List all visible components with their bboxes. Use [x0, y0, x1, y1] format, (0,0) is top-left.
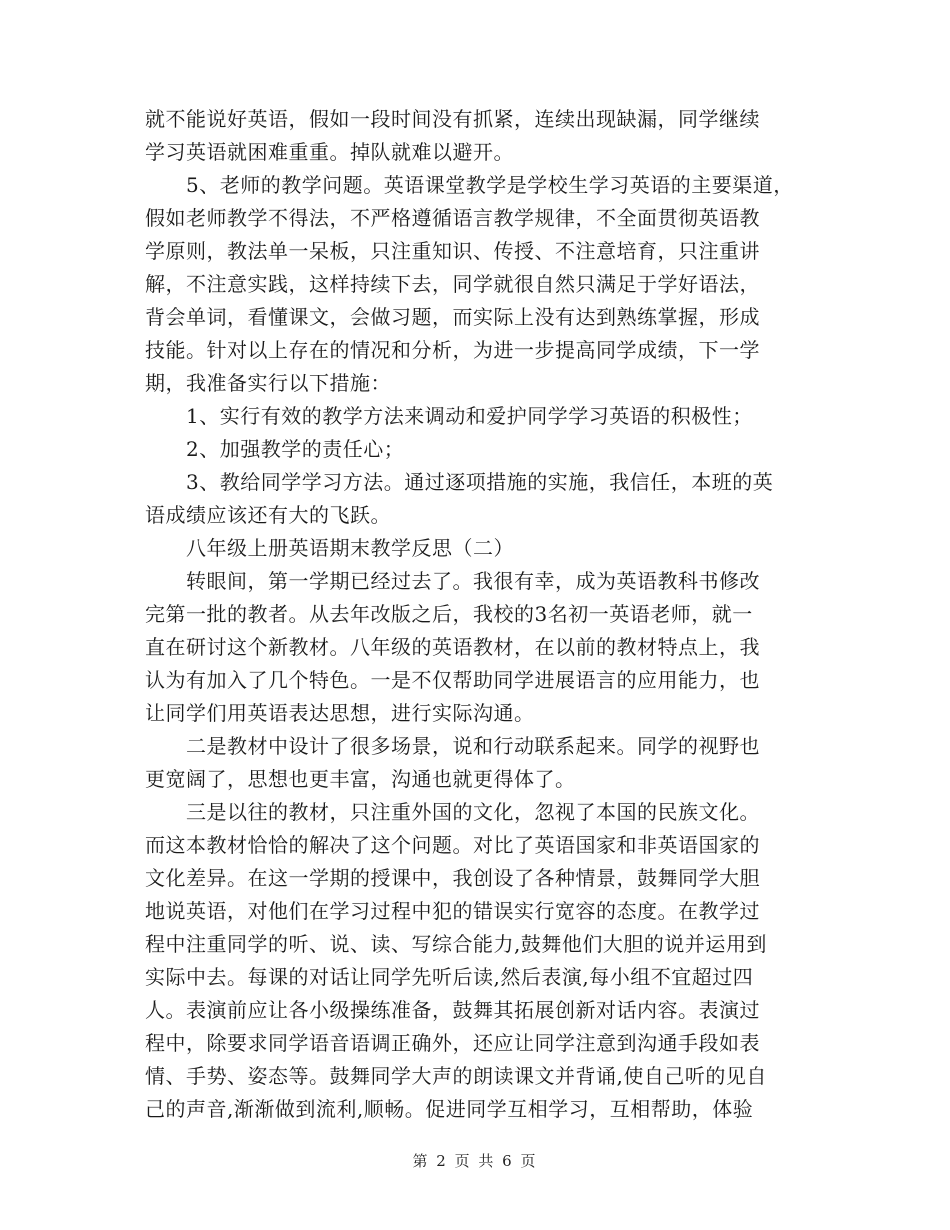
text-line: 程中，除要求同学语音语调正确外，还应让同学注意到沟通手段如表	[145, 1031, 760, 1055]
text-line: 情、手势、姿态等。鼓舞同学大声的朗读课文并背诵,使自己听的见自	[145, 1064, 767, 1088]
text-line: 地说英语，对他们在学习过程中犯的错误实行宽容的态度。在教学过	[145, 899, 760, 923]
text-line: 直在研讨这个新教材。八年级的英语教材，在以前的教材特点上，我	[145, 635, 760, 659]
text-line: 人。表演前应让各小级操练准备，鼓舞其拓展创新对话内容。表演过	[145, 998, 760, 1022]
text-line: 更宽阔了，思想也更丰富，沟通也就更得体了。	[145, 767, 576, 791]
text-line: 语成绩应该还有大的飞跃。	[145, 503, 391, 527]
text-line: 三是以往的教材，只注重外国的文化，忽视了本国的民族文化。	[186, 800, 760, 824]
text-line: 二是教材中设计了很多场景，说和行动联系起来。同学的视野也	[186, 734, 760, 758]
page-number-label: 第 2 页 共 6 页	[412, 1152, 538, 1170]
text-line: 让同学们用英语表达思想，进行实际沟通。	[145, 701, 535, 725]
text-line: 文化差异。在这一学期的授课中，我创设了各种情景，鼓舞同学大胆	[145, 866, 760, 890]
text-line: 5、老师的教学问题。英语课堂教学是学校生学习英语的主要渠道，	[186, 173, 794, 197]
text-line: 期，我准备实行以下措施：	[145, 371, 391, 395]
text-line: 程中注重同学的听、说、读、写综合能力,鼓舞他们大胆的说并运用到	[145, 932, 767, 956]
page-footer	[0, 1150, 950, 1171]
text-line: 己的声音,渐渐做到流利,顺畅。促进同学互相学习，互相帮助，体验	[145, 1097, 754, 1121]
text-line: 3、教给同学学习方法。通过逐项措施的实施，我信任，本班的英	[186, 470, 774, 494]
text-line: 学习英语就困难重重。掉队就难以避开。	[145, 140, 514, 164]
document-body	[145, 103, 815, 1126]
text-line: 假如老师教学不得法，不严格遵循语言教学规律，不全面贯彻英语教	[145, 206, 760, 230]
text-line: 学原则，教法单一呆板，只注重知识、传授、不注意培育，只注重讲	[145, 239, 760, 263]
text-line: 2、加强教学的责任心；	[186, 437, 405, 461]
text-line: 认为有加入了几个特色。一是不仅帮助同学进展语言的应用能力，也	[145, 668, 760, 692]
text-line: 就不能说好英语，假如一段时间没有抓紧，连续出现缺漏，同学继续	[145, 107, 760, 131]
text-line: 背会单词，看懂课文，会做习题，而实际上没有达到熟练掌握，形成	[145, 305, 760, 329]
text-line: 转眼间，第一学期已经过去了。我很有幸，成为英语教科书修改	[186, 569, 760, 593]
text-line: 技能。针对以上存在的情况和分析，为进一步提高同学成绩，下一学	[145, 338, 760, 362]
text-line: 1、实行有效的教学方法来调动和爱护同学学习英语的积极性；	[186, 404, 753, 428]
text-line: 完第一批的教者。从去年改版之后，我校的3名初一英语老师，就一	[145, 602, 753, 626]
text-line: 而这本教材恰恰的解决了这个问题。对比了英语国家和非英语国家的	[145, 833, 760, 857]
text-line: 实际中去。每课的对话让同学先听后读,然后表演,每小组不宜超过四	[145, 965, 754, 989]
text-line: 解，不注意实践，这样持续下去，同学就很自然只满足于学好语法，	[145, 272, 760, 296]
text-line: 八年级上册英语期末教学反思（二）	[186, 536, 514, 560]
